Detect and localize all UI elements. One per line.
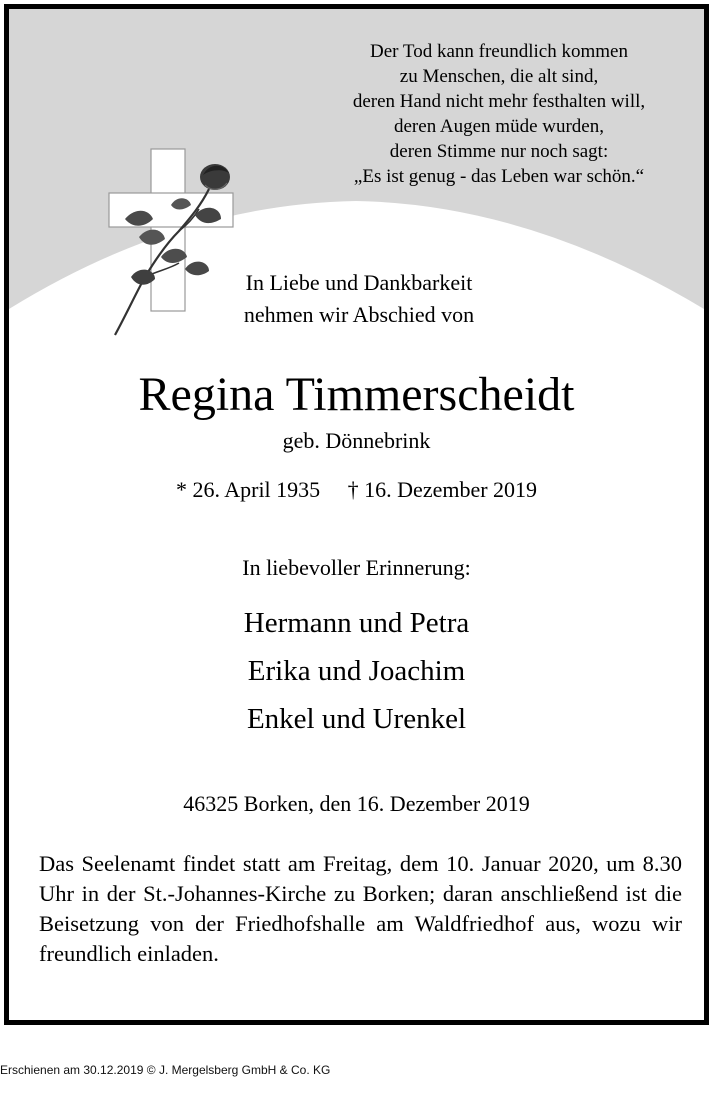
obituary-frame	[4, 4, 709, 1025]
intro	[189, 267, 529, 331]
remembrance-heading: In liebevoller Erinnerung:	[242, 555, 471, 580]
death-date: † 16. Dezember 2019	[347, 477, 538, 502]
intro-line-2: nehmen wir Abschied von	[243, 302, 475, 327]
mourners-list	[9, 599, 704, 743]
quote-line: zu Menschen, die alt sind,	[399, 66, 599, 87]
publication-footer: Erschienen am 30.12.2019 © J. Mergelsberg GmbH & Co. KG	[0, 1063, 331, 1077]
quote-line: „Es ist genug - das Leben war schön.“	[353, 166, 645, 187]
mourner: Hermann und Petra	[243, 607, 470, 639]
funeral-notice: Das Seelenamt findet statt am Freitag, dem 10. Januar 2020, um 8.30 Uhr in der St.-Johannes-Kirche zu Borken; daran anschließend ist die Beisetzung von der Friedhofshalle am Waldfriedhof aus, wozu wir freundlich einladen.	[39, 851, 682, 966]
quote-line: Der Tod kann freundlich kommen	[370, 41, 628, 62]
quote-line: deren Stimme nur noch sagt:	[389, 141, 609, 162]
quote	[309, 39, 689, 189]
deceased-name: Regina Timmerscheidt	[138, 368, 575, 421]
life-dates	[9, 475, 704, 505]
mourner: Enkel und Urenkel	[246, 703, 467, 735]
quote-line: deren Augen müde wurden,	[394, 116, 604, 137]
mourner: Erika und Joachim	[247, 655, 466, 687]
birth-date: * 26. April 1935	[175, 477, 321, 502]
born-name: geb. Dönnebrink	[282, 428, 431, 453]
place-date: 46325 Borken, den 16. Dezember 2019	[183, 791, 530, 816]
quote-line: deren Hand nicht mehr festhalten will,	[352, 91, 646, 112]
intro-line-1: In Liebe und Dankbarkeit	[245, 270, 473, 295]
